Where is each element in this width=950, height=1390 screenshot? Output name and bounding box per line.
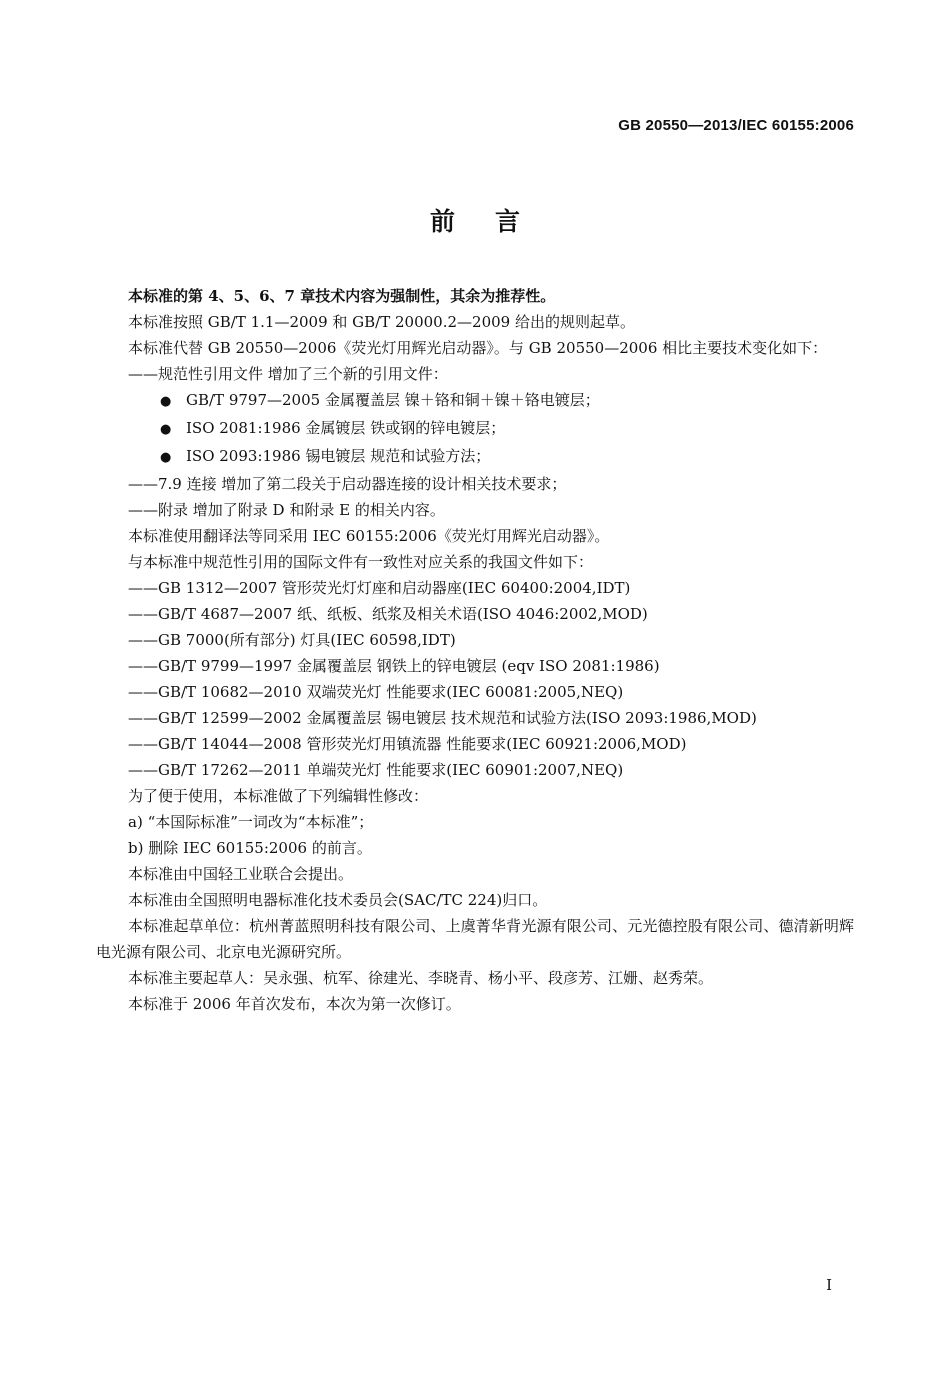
drafting-units: 本标准起草单位：杭州菁蓝照明科技有限公司、上虞菁华背光源有限公司、元光德控股有限公司、德清新明辉电光源有限公司、北京电光源研究所。	[96, 917, 854, 961]
bullet-text: GB/T 9797—2005 金属覆盖层 镍＋铬和铜＋镍＋铬电镀层；	[186, 391, 600, 409]
change-item-annex: ——附录 增加了附录 D 和附录 E 的相关内容。	[128, 501, 445, 519]
reference-item: ——GB/T 10682—2010 双端荧光灯 性能要求(IEC 60081:2005,NEQ)	[128, 683, 624, 701]
reference-item: ——GB/T 14044—2008 管形荧光灯用镇流器 性能要求(IEC 60921:2006,MOD)	[128, 735, 687, 753]
reference-item: ——GB 7000(所有部分) 灯具(IEC 60598,IDT)	[128, 631, 456, 649]
bullet-text: ISO 2093:1986 锡电镀层 规范和试验方法；	[186, 447, 491, 465]
reference-item: ——GB 1312—2007 管形荧光灯灯座和启动器座(IEC 60400:2004,IDT)	[128, 579, 631, 597]
drafters: 本标准主要起草人：吴永强、杭军、徐建光、李晓青、杨小平、段彦芳、江姗、赵秀荣。	[128, 969, 714, 987]
bullet-text: ISO 2081:1986 金属镀层 铁或钢的锌电镀层；	[186, 419, 506, 437]
change-item-connection: ——7.9 连接 增加了第二段关于启动器连接的设计相关技术要求；	[128, 475, 567, 493]
change-item-references: ——规范性引用文件 增加了三个新的引用文件：	[128, 365, 448, 383]
page-title: 前言	[429, 207, 560, 236]
replacement-note: 本标准代替 GB 20550—2006《荧光灯用辉光启动器》。与 GB 20550—2006 相比主要技术变化如下：	[128, 339, 828, 357]
reference-item: ——GB/T 17262—2011 单端荧光灯 性能要求(IEC 60901:2007,NEQ)	[128, 761, 624, 779]
reference-item: ——GB/T 4687—2007 纸、纸板、纸浆及相关术语(ISO 4046:2002,MOD)	[128, 605, 648, 623]
proposer-note: 本标准由中国轻工业联合会提出。	[128, 865, 354, 883]
editorial-intro: 为了便于使用，本标准做了下列编辑性修改：	[128, 787, 429, 805]
editorial-item-b: b) 删除 IEC 60155:2006 的前言。	[128, 839, 372, 857]
drafting-rules: 本标准按照 GB/T 1.1—2009 和 GB/T 20000.2—2009 给出的规则起草。	[128, 313, 635, 331]
bullet-icon: ●	[160, 394, 172, 409]
adoption-note: 本标准使用翻译法等同采用 IEC 60155:2006《荧光灯用辉光启动器》。	[128, 527, 610, 545]
reference-item: ——GB/T 9799—1997 金属覆盖层 钢铁上的锌电镀层 (eqv ISO 2081:1986)	[128, 657, 660, 675]
reference-item: ——GB/T 12599—2002 金属覆盖层 锡电镀层 技术规范和试验方法(ISO 2093:1986,MOD)	[128, 709, 757, 727]
correspondence-intro: 与本标准中规范性引用的国际文件有一致性对应关系的我国文件如下：	[128, 553, 594, 571]
bullet-icon: ●	[160, 450, 172, 465]
standard-code: GB 20550—2013/IEC 60155:2006	[618, 117, 854, 134]
bullet-item	[96, 415, 854, 443]
bullet-item	[96, 387, 854, 415]
bullet-item	[96, 443, 854, 471]
page-number: I	[826, 1276, 832, 1294]
document-body	[96, 283, 854, 1017]
publication-history: 本标准于 2006 年首次发布，本次为第一次修订。	[128, 995, 461, 1013]
committee-note: 本标准由全国照明电器标准化技术委员会(SAC/TC 224)归口。	[128, 891, 548, 909]
editorial-item-a: a) “本国际标准”一词改为“本标准”；	[128, 813, 374, 831]
mandatory-clause: 本标准的第 4、5、6、7 章技术内容为强制性，其余为推荐性。	[128, 287, 556, 305]
bullet-icon: ●	[160, 422, 172, 437]
